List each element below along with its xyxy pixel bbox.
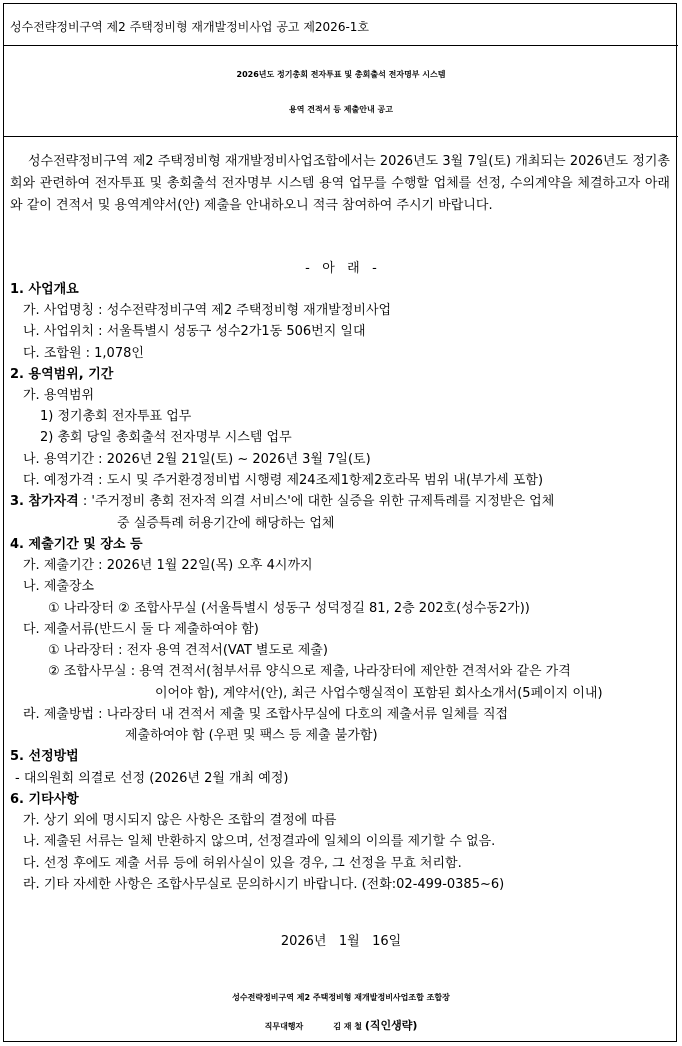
signer-line [4,1013,678,1040]
item-line: - 대의원회 의결로 선정 (2026년 2월 개최 예정) [15,771,289,786]
item-line: 제출하여야 함 (우편 및 팩스 등 제출 불가함) [125,728,378,743]
section-3-line [10,493,554,511]
item-line: 다. 제출서류(반드시 둘 다 제출하여야 함) [23,622,259,637]
notice-date: 2026년 1월 16일 [280,934,402,949]
header-divider [4,45,678,46]
seal-note: (직인생략) [364,1019,418,1032]
intro-text: 성수전략정비구역 제2 주택정비형 재개발정비사업조합에서는 2026년도 3월 7일(토) 개최되는 2026년도 정기총회와 관련하여 전자투표 및 총회출석 전자명부 시스템 용역 업무를 수행할 업체를 선정, 수의계약을 체결하고자 아래와 같이 견적서 및 용역계약서(안) 제출을 안내하오니 적극 참여하여 주시기 바랍니다. [10,154,670,213]
item-line: 나. 제출장소 [23,579,95,594]
item-line: ① 나라장터 ② 조합사무실 (서울특별시 성동구 성덕정길 81, 2층 202호(성수동2가)) [48,601,530,616]
title-line-1: 2026년도 정기총회 전자투표 및 총회출석 전자명부 시스템 [236,70,446,79]
item-line: 가. 상기 외에 명시되지 않은 사항은 조합의 결정에 따름 [23,813,337,828]
section-5-heading: 5. 선정방법 [10,749,79,764]
item-line: 다. 예정가격 : 도시 및 주거환경정비법 시행령 제24조제1항제2호라목 범위 내(부가세 포함) [23,473,544,488]
item-line: 1) 정기총회 전자투표 업무 [40,409,192,424]
signer-name: 김 재 철 [333,1022,363,1031]
item-line: 라. 제출방법 : 나라장터 내 견적서 제출 및 조합사무실에 다호의 제출서류 일체를 직접 [23,707,509,722]
item-line: 다. 선정 후에도 제출 서류 등에 허위사실이 있을 경우, 그 선정을 무효 처리함. [23,856,462,871]
intro-paragraph [10,151,670,217]
notice-reference: 성수전략정비구역 제2 주택정비형 재개발정비사업 공고 제2026-1호 [10,20,370,34]
item-line: 가. 제출기간 : 2026년 1월 22일(목) 오후 4시까지 [23,558,313,573]
signer-organization: 성수전략정비구역 제2 주택정비형 재개발정비사업조합 조합장 [232,993,450,1002]
title-divider [4,136,678,137]
item-line: 라. 기타 자세한 사항은 조합사무실로 문의하시기 바랍니다. (전화:02-499-0385~6) [23,877,505,892]
section-1-heading: 1. 사업개요 [10,282,79,297]
section-3-heading: 3. 참가자격 [10,494,79,509]
section-2-heading: 2. 용역범위, 기간 [10,367,114,382]
item-line: ① 나라장터 : 전자 용역 견적서(VAT 별도로 제출) [48,643,328,658]
section-6-heading: 6. 기타사항 [10,792,79,807]
signer-role: 직무대행자 [264,1022,304,1031]
section-3-text: : '주거정비 총회 전자적 의결 서비스'에 대한 실증을 위한 규제특례를 지정받은 업체 [78,494,555,509]
item-line: 2) 총회 당일 총회출석 전자명부 시스템 업무 [40,430,292,445]
item-line: 가. 사업명칭 : 성수전략정비구역 제2 주택정비형 재개발정비사업 [23,303,392,318]
title-line-2: 용역 견적서 등 제출안내 공고 [289,105,393,114]
item-line: 나. 제출된 서류는 일체 반환하지 않으며, 선정결과에 일체의 이의를 제기할 수 없음. [23,834,496,849]
item-line: 이어야 함), 계약서(안), 최근 사업수행실적이 포함된 회사소개서(5페이지 이내) [155,686,603,701]
item-line: 다. 조합원 : 1,078인 [23,346,144,361]
arae-heading: - 아 래 - [305,261,377,276]
section-4-heading: 4. 제출기간 및 장소 등 [10,537,143,552]
item-line: 나. 용역기간 : 2026년 2월 21일(토) ~ 2026년 3월 7일(토) [23,452,371,467]
item-line: 가. 용역범위 [23,388,95,403]
item-line: 나. 사업위치 : 서울특별시 성동구 성수2가1동 506번지 일대 [23,324,366,339]
item-line: ② 조합사무실 : 용역 견적서(첨부서류 양식으로 제출, 나라장터에 제안한 견적서와 같은 가격 [48,664,571,679]
item-line: 중 실증특례 허용기간에 해당하는 업체 [117,516,335,531]
